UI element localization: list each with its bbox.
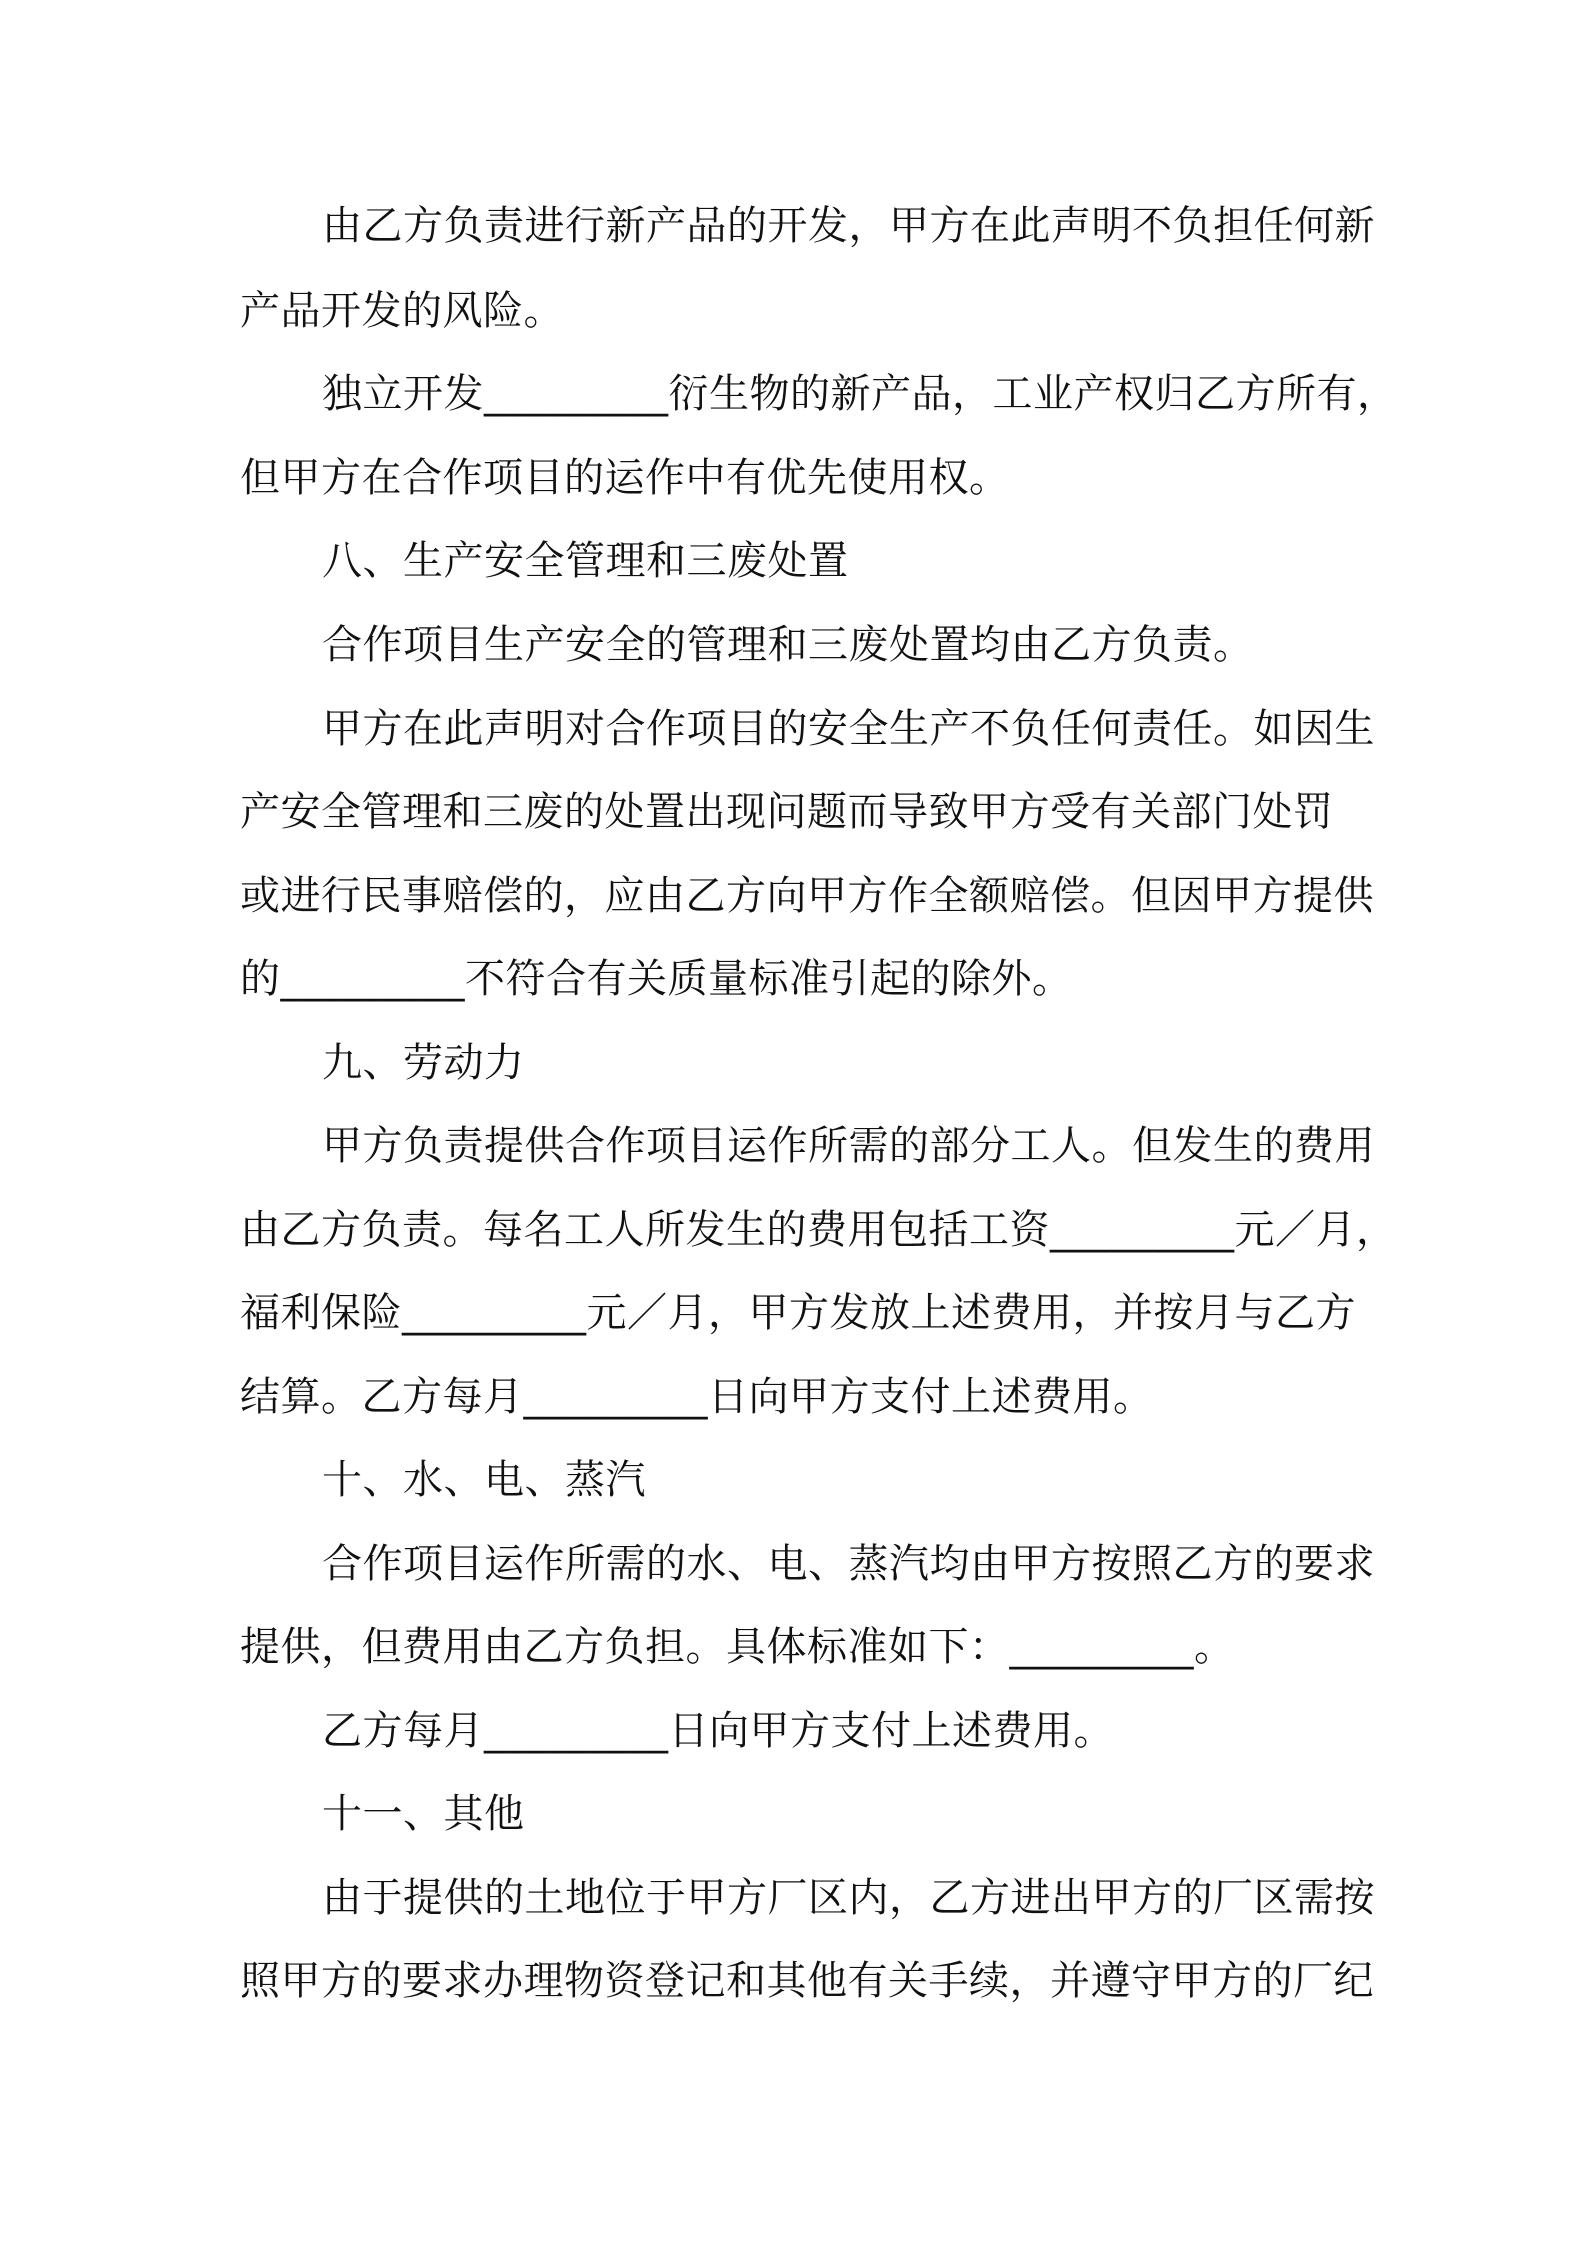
text-line: 乙方每月_________日向甲方支付上述费用。: [322, 1708, 1114, 1754]
text-line: 结算。乙方每月_________日向甲方支付上述费用。: [240, 1374, 1154, 1420]
text-line: 或进行民事赔偿的，应由乙方向甲方作全额赔偿。但因甲方提供: [240, 873, 1374, 919]
text-line: 产安全管理和三废的处置出现问题而导致甲方受有关部门处罚: [240, 789, 1334, 835]
text-line: 但甲方在合作项目的运作中有优先使用权。: [240, 455, 1010, 501]
section-heading: 十一、其他: [322, 1791, 525, 1837]
text-line: 甲方在此声明对合作项目的安全生产不负任何责任。如因生: [322, 706, 1375, 752]
text-line: 产品开发的风险。: [240, 288, 564, 334]
text-line: 甲方负责提供合作项目运作所需的部分工人。但发生的费用: [322, 1123, 1375, 1169]
text-line: 福利保险_________元／月，甲方发放上述费用，并按月与乙方: [240, 1290, 1356, 1336]
text-line: 合作项目生产安全的管理和三废处置均由乙方负责。: [322, 622, 1254, 668]
text-line: 的_________不符合有关质量标准引起的除外。: [240, 956, 1073, 1002]
text-line: 合作项目运作所需的水、电、蒸汽均由甲方按照乙方的要求: [322, 1541, 1375, 1587]
section-heading: 八、生产安全管理和三废处置: [322, 538, 849, 584]
text-line: 由乙方负责进行新产品的开发，甲方在此声明不负担任何新: [322, 203, 1375, 249]
text-line: 独立开发_________衍生物的新产品，工业产权归乙方所有，: [322, 371, 1398, 417]
text-line: 提供，但费用由乙方负担。具体标准如下：_________。: [240, 1624, 1235, 1670]
text-line: 由于提供的土地位于甲方厂区内，乙方进出甲方的厂区需按: [322, 1875, 1375, 1921]
text-line: 由乙方负责。每名工人所发生的费用包括工资_________元／月，: [240, 1207, 1397, 1253]
section-heading: 九、劳动力: [322, 1040, 525, 1086]
text-line: 照甲方的要求办理物资登记和其他有关手续，并遵守甲方的厂纪: [240, 1958, 1374, 2004]
section-heading: 十、水、电、蒸汽: [322, 1457, 646, 1503]
